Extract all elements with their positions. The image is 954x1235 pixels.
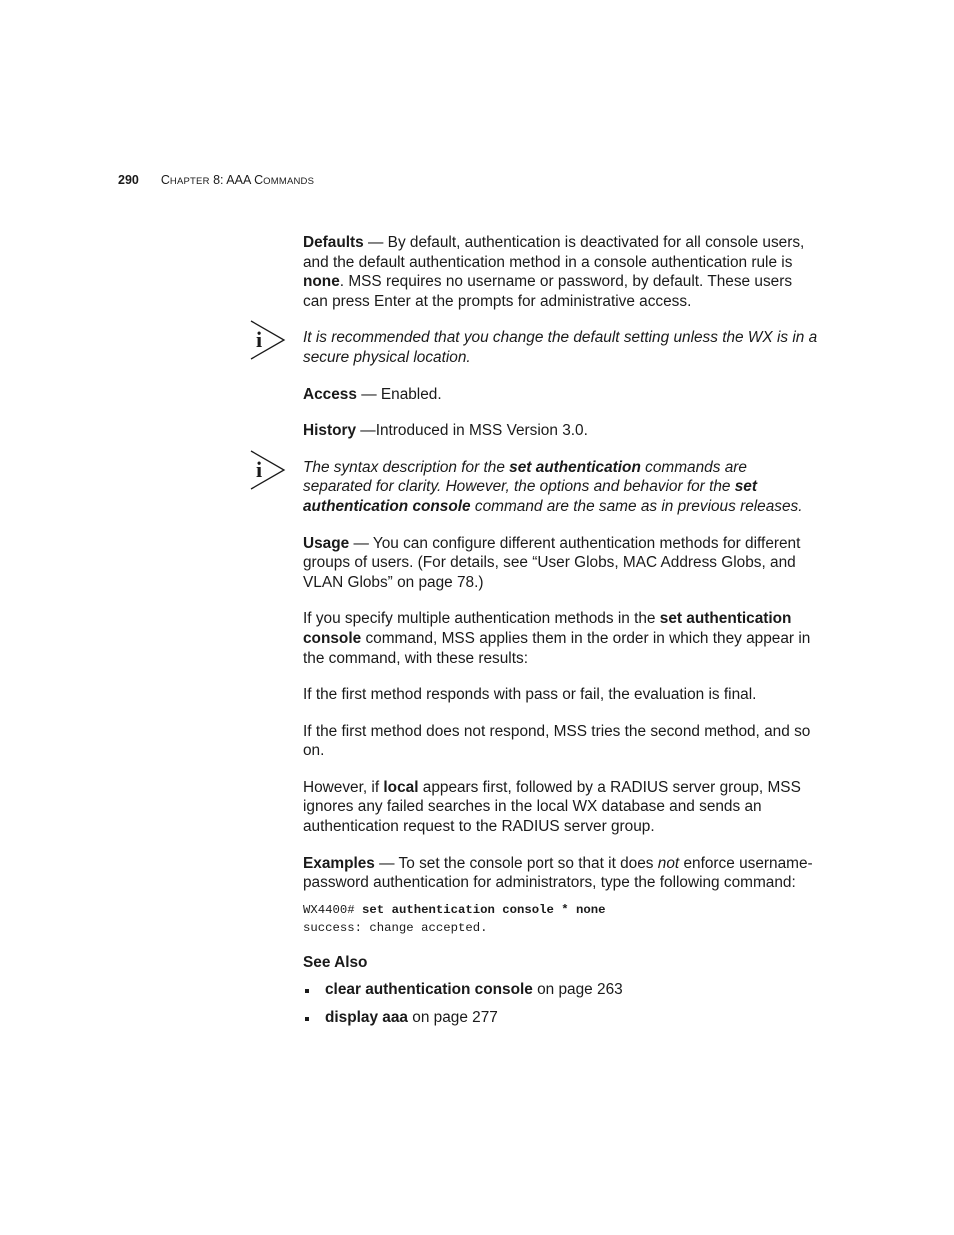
history-paragraph: History —Introduced in MSS Version 3.0. — [303, 422, 588, 440]
link-display-aaa[interactable]: display aaa — [325, 1009, 408, 1027]
note-text: It is recommended that you change the default setting unless the WX is in a secure physical location. — [303, 329, 818, 366]
second-method-paragraph: If the first method does not respond, MSS tries the second method, and so on. — [303, 722, 811, 760]
list-item[interactable]: clear authentication console on page 263 — [303, 980, 818, 1000]
usage-paragraph: Usage — You can configure different authentication methods for different groups of users. (For details, see “User Globs, MAC Address Globs, and VLAN Globs” on page 78.) — [303, 534, 801, 591]
page-body — [256, 233, 818, 1036]
defaults-paragraph: Defaults — By default, authentication is deactivated for all console users, and the default authentication method in a console authentication rule is none. MSS requires no username or password, by default. These users can press Enter at the prompts for administrative access. — [303, 234, 805, 310]
multi-methods-paragraph: If you specify multiple authentication methods in the set authentication console command, MSS applies them in the order in which they appear in the command, with these results: — [303, 610, 811, 667]
code-output-line: success: change accepted. — [303, 920, 488, 935]
info-icon — [250, 320, 286, 360]
page-number: 290 — [118, 173, 139, 187]
access-paragraph: Access — Enabled. — [303, 385, 442, 403]
note-syntax — [256, 456, 818, 517]
note-text: The syntax description for the set authentication commands are separated for clarity. However, the options and behavior for the set authentication console command are the same as in previous releases. — [303, 458, 803, 515]
local-paragraph: However, if local appears first, followed by a RADIUS server group, MSS ignores any failed searches in the local WX database and sends an authentication request to the RADIUS server group. — [303, 778, 801, 836]
bullet-icon — [305, 989, 309, 993]
running-header — [118, 172, 314, 190]
svg-text:i: i — [256, 456, 263, 482]
chapter-title: CHAPTER 8: AAA COMMANDS — [160, 173, 315, 187]
info-icon — [250, 450, 286, 490]
bullet-icon — [305, 1017, 309, 1021]
defaults-label: Defaults — [303, 234, 364, 251]
see-also-heading: See Also — [303, 953, 368, 971]
code-example — [303, 901, 818, 937]
note-recommendation — [256, 327, 818, 367]
svg-text:i: i — [256, 327, 263, 353]
list-item[interactable]: display aaa on page 277 — [303, 1008, 818, 1028]
examples-paragraph: Examples — To set the console port so that it does not enforce username-password authentication for administrators, type the following command: — [303, 854, 813, 892]
link-clear-authentication-console[interactable]: clear authentication console — [325, 981, 533, 999]
code-command-line: WX4400# set authentication console * none — [303, 902, 606, 917]
see-also-list — [303, 980, 818, 1027]
first-method-paragraph: If the first method responds with pass or fail, the evaluation is final. — [303, 686, 757, 704]
